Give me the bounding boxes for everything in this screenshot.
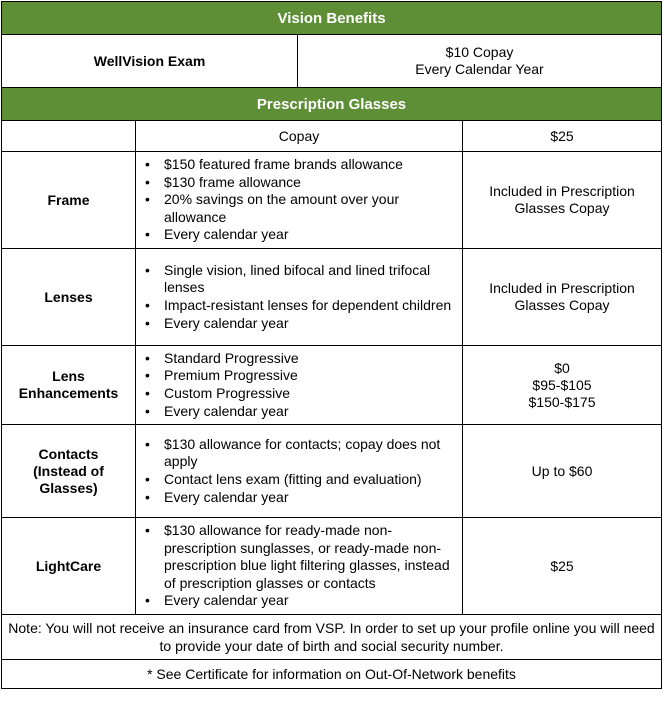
lightcare-details: [136, 518, 463, 615]
list-item: • $130 allowance for ready-made non-prescription sunglasses, or ready-made non-prescription blue light filtering glasses, instead of prescription glasses or contacts: [164, 522, 452, 592]
lens-enhancements-label-line1: Lens: [52, 368, 85, 384]
list-item: • $130 allowance for contacts; copay does not apply: [164, 436, 452, 471]
contacts-list: [136, 436, 462, 506]
contacts-label-line3: Glasses): [39, 479, 98, 496]
lightcare-value: $25: [463, 518, 662, 615]
lenses-value: [463, 249, 662, 346]
lens-enhancements-label: [2, 346, 136, 425]
contacts-row: [2, 425, 662, 518]
list-item: • Impact-resistant lenses for dependent children: [164, 297, 452, 315]
exam-label: WellVision Exam: [2, 35, 298, 88]
lenses-label: Lenses: [2, 249, 136, 346]
lens-enhancements-list: [136, 350, 462, 420]
frame-label: Frame: [2, 152, 136, 249]
custom-progressive-price: $150-$175: [528, 393, 596, 410]
lens-enhancements-row: [2, 346, 662, 425]
frame-value: [463, 152, 662, 249]
frame-list: [136, 156, 462, 244]
lenses-value-line2: Glasses Copay: [514, 297, 610, 313]
lenses-list: [136, 262, 462, 332]
lightcare-row: [2, 518, 662, 615]
list-item: • Every calendar year: [164, 489, 452, 507]
copay-row: [2, 121, 662, 152]
list-item: • Every calendar year: [164, 315, 452, 333]
vision-benefits-table-wrapper: [1, 1, 661, 689]
frame-row: [2, 152, 662, 249]
lens-enhancements-values: [463, 346, 662, 425]
lens-enhancements-details: [136, 346, 463, 425]
list-item: • $130 frame allowance: [164, 174, 452, 192]
frame-value-line2: Glasses Copay: [514, 200, 610, 216]
contacts-label-line1: Contacts: [38, 445, 99, 462]
lightcare-list: [136, 522, 462, 610]
vision-benefits-header-row: [2, 2, 662, 35]
prescription-glasses-title: Prescription Glasses: [2, 88, 662, 121]
copay-empty-cell: [2, 121, 136, 152]
out-of-network-footnote: * See Certificate for information on Out-Of-Network benefits: [2, 660, 662, 689]
lenses-details: [136, 249, 463, 346]
lightcare-label: LightCare: [2, 518, 136, 615]
list-item: • Every calendar year: [164, 226, 452, 244]
lenses-value-line1: Included in Prescription: [489, 280, 635, 296]
lenses-row: [2, 249, 662, 346]
contacts-details: [136, 425, 463, 518]
contacts-value: Up to $60: [463, 425, 662, 518]
insurance-card-note: Note: You will not receive an insurance card from VSP. In order to set up your profile online you will need to provide your date of birth and social security number.: [2, 615, 662, 660]
list-item: • 20% savings on the amount over your allowance: [164, 191, 452, 226]
note-row: [2, 615, 662, 660]
list-item: • Custom Progressive: [164, 385, 452, 403]
copay-label: Copay: [136, 121, 463, 152]
contacts-label: [2, 425, 136, 518]
exam-row: [2, 35, 662, 88]
copay-value: $25: [463, 121, 662, 152]
frame-details: [136, 152, 463, 249]
list-item: • Premium Progressive: [164, 367, 452, 385]
footnote-row: [2, 660, 662, 689]
exam-frequency: Every Calendar Year: [415, 61, 544, 77]
list-item: • Every calendar year: [164, 592, 452, 610]
contacts-label-line2: (Instead of: [33, 462, 104, 479]
exam-copay: $10 Copay: [445, 44, 514, 60]
list-item: • Standard Progressive: [164, 350, 452, 368]
premium-progressive-price: $95-$105: [532, 376, 592, 393]
list-item: • $150 featured frame brands allowance: [164, 156, 452, 174]
list-item: • Single vision, lined bifocal and lined trifocal lenses: [164, 262, 452, 297]
vision-benefits-title: Vision Benefits: [2, 2, 662, 35]
exam-value: [298, 35, 662, 88]
vision-benefits-table: [1, 1, 662, 689]
list-item: • Contact lens exam (fitting and evaluation): [164, 471, 452, 489]
glasses-header-row: [2, 88, 662, 121]
standard-progressive-price: $0: [554, 359, 570, 376]
list-item: • Every calendar year: [164, 403, 452, 421]
lens-enhancements-label-line2: Enhancements: [18, 385, 119, 401]
frame-value-line1: Included in Prescription: [489, 183, 635, 199]
